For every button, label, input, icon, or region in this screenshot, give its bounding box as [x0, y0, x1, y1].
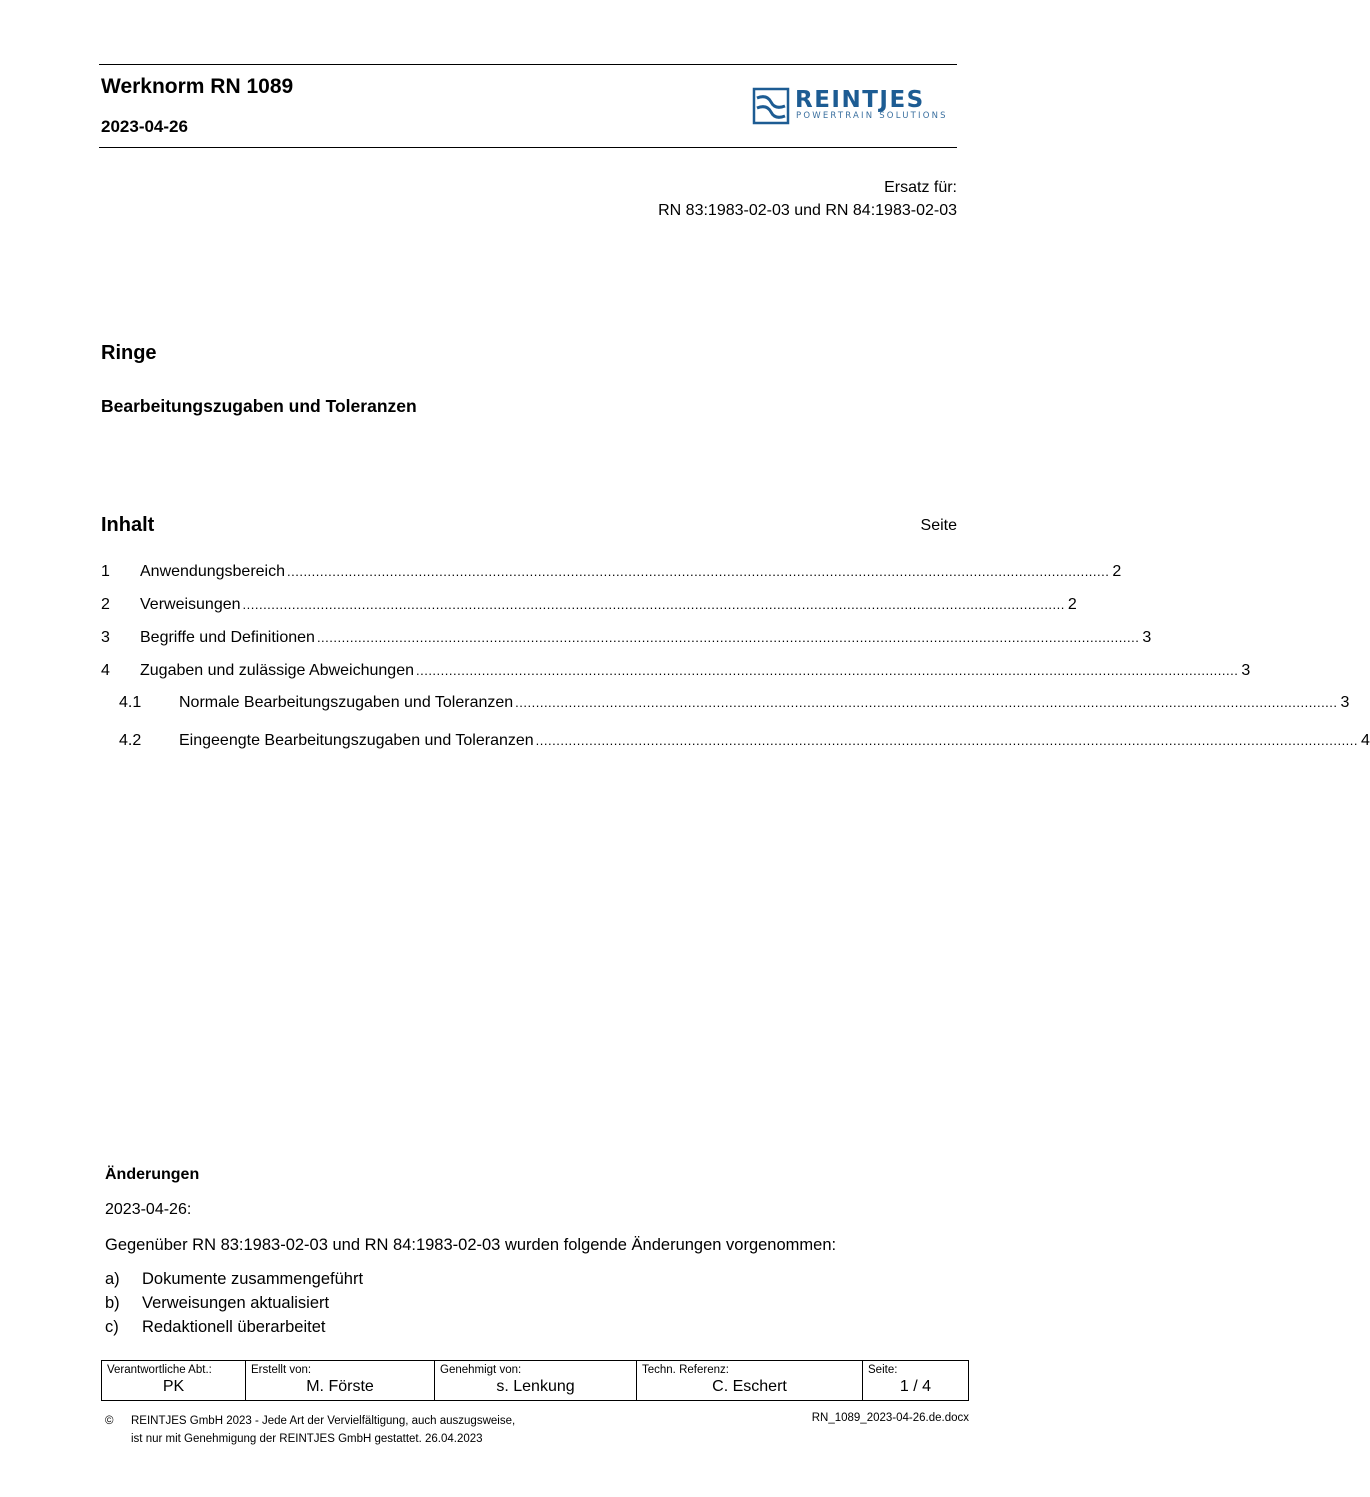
- approval-cell-label: Seite:: [868, 1364, 898, 1376]
- approval-cell-label: Verantwortliche Abt.:: [107, 1364, 212, 1376]
- replaces-label: Ersatz für:: [884, 179, 957, 196]
- toc-leader: ........................................................................................................................................................................................................: [515, 695, 1338, 710]
- copyright-notice: [105, 1412, 515, 1448]
- approval-cell-label: Techn. Referenz:: [642, 1364, 729, 1376]
- toc-entry[interactable]: [101, 596, 1077, 620]
- logo-wordmark: REINTJES: [795, 87, 925, 113]
- approval-cell-value: M. Förste: [306, 1378, 374, 1395]
- toc-leader: ........................................................................................................................................................................................................: [287, 564, 1110, 579]
- copyright-line-1: REINTJES GmbH 2023 - Jede Art der Vervielfältigung, auch auszugsweise,: [131, 1415, 516, 1427]
- copyright-symbol: ©: [105, 1415, 114, 1427]
- logo-mark-icon: [753, 88, 789, 124]
- toc-entry-label: Verweisungen: [140, 596, 241, 613]
- replaces-block: [658, 176, 957, 222]
- toc-leader: ........................................................................................................................................................................................................: [535, 733, 1359, 748]
- document-date: 2023-04-26: [101, 117, 188, 136]
- toc-entry-label: Anwendungsbereich: [140, 563, 285, 580]
- toc-entry-page: 3: [1241, 662, 1251, 679]
- header-top-rule: [99, 64, 957, 65]
- approval-cell-department: [102, 1361, 246, 1401]
- change-item-text: Redaktionell überarbeitet: [142, 1318, 326, 1336]
- toc-leader: ........................................................................................................................................................................................................: [242, 597, 1065, 612]
- approval-cell-value: s. Lenkung: [496, 1378, 575, 1395]
- subject-subtitle: Bearbeitungszugaben und Toleranzen: [101, 396, 417, 416]
- change-item-letter: a): [105, 1270, 120, 1288]
- approval-cell-value: PK: [162, 1378, 185, 1395]
- approval-cell-label: Erstellt von:: [251, 1364, 312, 1376]
- copyright-line-2: ist nur mit Genehmigung der REINTJES GmbH gestattet. 26.04.2023: [131, 1433, 483, 1445]
- toc-entry[interactable]: [101, 563, 1122, 587]
- logo-tagline: POWERTRAIN SOLUTIONS: [796, 111, 948, 121]
- toc-entry-label: Zugaben und zulässige Abweichungen: [140, 662, 414, 679]
- change-item: [105, 1318, 325, 1337]
- changes-date: 2023-04-26:: [105, 1201, 192, 1218]
- toc-entry[interactable]: [101, 629, 1152, 653]
- toc-entry-page: 3: [1340, 694, 1350, 711]
- toc-entry-page: 2: [1112, 563, 1122, 580]
- approval-cell-value: 1 / 4: [899, 1378, 932, 1395]
- toc-entry-page: 2: [1067, 596, 1077, 613]
- toc-entry-number: 3: [101, 629, 110, 646]
- approval-table: [101, 1360, 969, 1401]
- approval-cell-label: Genehmigt von:: [440, 1364, 522, 1376]
- toc-entry-number: 2: [101, 596, 110, 613]
- document-title: Werknorm RN 1089: [101, 75, 294, 98]
- document-filename: RN_1089_2023-04-26.de.docx: [811, 1412, 969, 1424]
- toc-entry-label: Eingeengte Bearbeitungszugaben und Toleranzen: [179, 732, 534, 749]
- approval-cell-page: [863, 1361, 969, 1401]
- toc-entry-label: Normale Bearbeitungszugaben und Toleranzen: [179, 694, 514, 711]
- toc-leader: ........................................................................................................................................................................................................: [316, 630, 1140, 645]
- toc-entry-number: 4.1: [119, 694, 142, 711]
- change-item: [105, 1270, 363, 1289]
- approval-cell-approver: [435, 1361, 637, 1401]
- toc-leader: ........................................................................................................................................................................................................: [415, 663, 1239, 678]
- toc-entry-number: 4: [101, 662, 110, 679]
- subject-title: Ringe: [101, 342, 157, 364]
- toc-heading: Inhalt: [101, 514, 155, 536]
- replaces-value: RN 83:1983-02-03 und RN 84:1983-02-03: [658, 202, 957, 219]
- approval-cell-value: C. Eschert: [712, 1378, 787, 1395]
- toc-entry-label: Begriffe und Definitionen: [140, 629, 315, 646]
- changes-intro: Gegenüber RN 83:1983-02-03 und RN 84:1983-02-03 wurden folgende Änderungen vorgenommen:: [105, 1236, 837, 1254]
- company-logo: [753, 86, 959, 126]
- approval-row: [102, 1361, 969, 1401]
- toc-entry-page: 4: [1361, 732, 1370, 749]
- changes-heading: Änderungen: [105, 1166, 200, 1183]
- toc-page-heading: Seite: [920, 517, 957, 534]
- approval-cell-tech-reference: [637, 1361, 863, 1401]
- toc-entry[interactable]: [101, 694, 1350, 718]
- change-item-letter: b): [105, 1294, 120, 1312]
- toc-entry[interactable]: [101, 662, 1251, 686]
- toc-entry-number: 4.2: [119, 732, 142, 749]
- approval-cell-author: [246, 1361, 435, 1401]
- header-bottom-rule: [99, 147, 957, 148]
- change-item: [105, 1294, 329, 1313]
- change-item-text: Verweisungen aktualisiert: [142, 1294, 330, 1312]
- toc-entry[interactable]: [101, 732, 1370, 756]
- change-item-text: Dokumente zusammengeführt: [142, 1270, 364, 1288]
- toc-entry-page: 3: [1142, 629, 1152, 646]
- toc-entry-number: 1: [101, 563, 110, 580]
- change-item-letter: c): [105, 1318, 119, 1336]
